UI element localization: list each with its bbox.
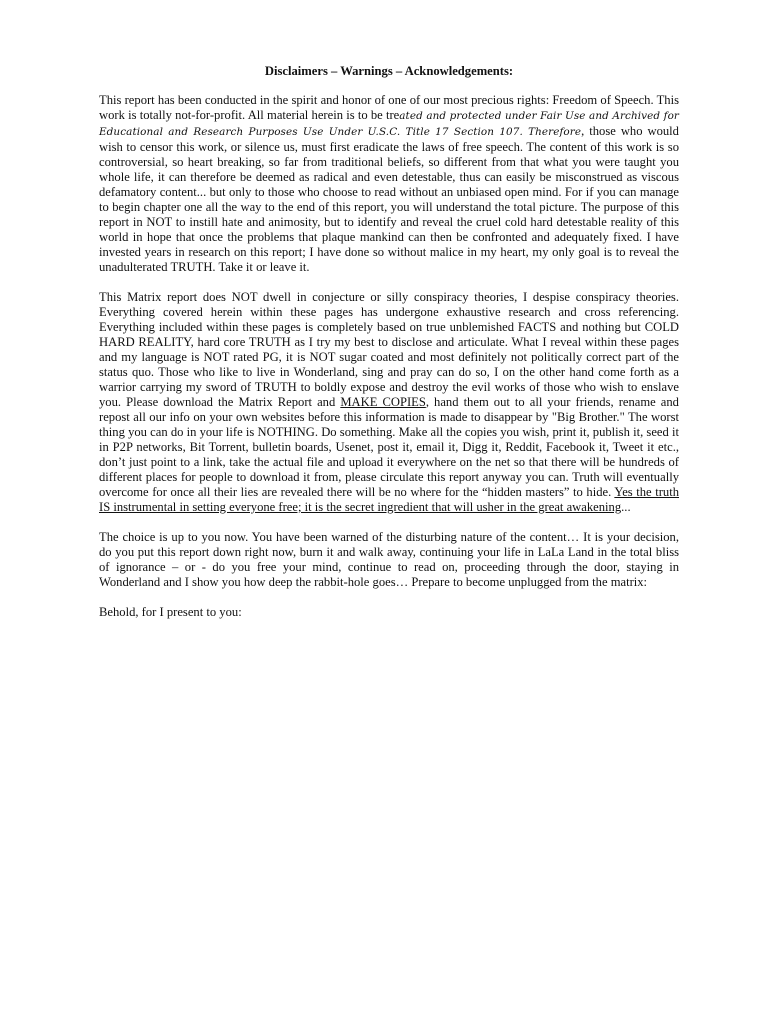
paragraph-matrix-report xyxy=(99,290,679,515)
paragraph-fair-use xyxy=(99,93,679,275)
paragraph-choice: The choice is up to you now. You have been warned of the disturbing nature of the content… It is your decision, do you put this report down right now, burn it and walk away, continuing your life in LaLa Land in the total bliss of ignorance – or - do you free your mind, continue to read on, proceeding through the door, staying in Wonderland and I show you how deep the rabbit-hole goes… Prepare to become unplugged from the matrix: xyxy=(99,530,679,589)
paragraph-matrix-report-text-mid: , hand them out to all your friends, rename and repost all our info on your own websites before this information is made to disappear by "Big Brother." The worst thing you can do in your life is NOTHING. Do something. Make all the copies you wish, print it, publish it, seed it in P2P networks, Bit Torrent, bulletin boards, Usenet, post it, email it, Digg it, Reddit, Facebook it, Tweet it etc., don’t just point to a link, take the actual file and upload it everywhere on the net so that there will be hundreds of different places for people to download it from, please circulate this report anyway you can. Truth will eventually overcome for once all their lies are revealed there will be no where for the “hidden masters” to hide. xyxy=(99,395,679,499)
truth-underlined-sentence: Yes the truth IS instrumental in setting everyone free; it is the secret ingredient that will usher in the great awakening xyxy=(99,485,680,514)
fair-use-italic-text: ated and protected under Fair Use and Archived for Educational and Research Purposes Use Under U.S.C. Title 17 Section 107. Therefore xyxy=(99,110,679,138)
paragraph-behold: Behold, for I present to you: xyxy=(99,605,242,619)
document-body xyxy=(99,64,679,620)
paragraph-fair-use-text-end: , those who would wish to censor this work, or silence us, must first eradicate the laws of free speech. The content of this work is so controversial, so heart breaking, so far from traditional beliefs, so different from that what you were taught you whole life, it can therefore be deemed as radical and even detestable, thus can easily be misconstrued as viscous defamatory content... but only to those who choose to read without an unbiased open mind. For if you can manage to begin chapter one all the way to the end of this report, you will understand the total picture. The purpose of this report in NOT to instill hate and animosity, but to identify and reveal the cruel cold hard detestable reality of this world in hope that once the problems that plaque mankind can then be confronted and adequately fixed. I have invested years in research on this report; I have done so without malice in my heart, my only goal is to reveal the unadulterated TRUTH. Take it or leave it. xyxy=(99,124,679,274)
page-title: Disclaimers – Warnings – Acknowledgements: xyxy=(264,64,514,78)
paragraph-matrix-report-text: This Matrix report does NOT dwell in conjecture or silly conspiracy theories, I despise conspiracy theories. Everything covered herein within these pages has undergone exhaustive research and cross referencing. Everything included within these pages is completely based on true unblemished FACTS and nothing but COLD HARD REALITY, hard core TRUTH as I try my best to disclose and articulate. What I reveal within these pages and my language is NOT rated PG, it is NOT sugar coated and most definitely not politically correct part of the status quo. Those who like to live in Wonderland, sing and pray can do so, I on the other hand come forth as a warrior carrying my sword of TRUTH to boldly expose and destroy the evil works of those who wish to enslave you. Please download the Matrix Report and xyxy=(99,290,679,409)
paragraph-matrix-report-ellipsis: ... xyxy=(621,500,631,514)
paragraph-fair-use-text: This report has been conducted in the spirit and honor of one of our most precious rights: Freedom of Speech. This work is totally not-for-profit. All material herein is to be tre xyxy=(99,93,679,122)
make-copies-underlined: MAKE COPIES xyxy=(340,395,426,409)
